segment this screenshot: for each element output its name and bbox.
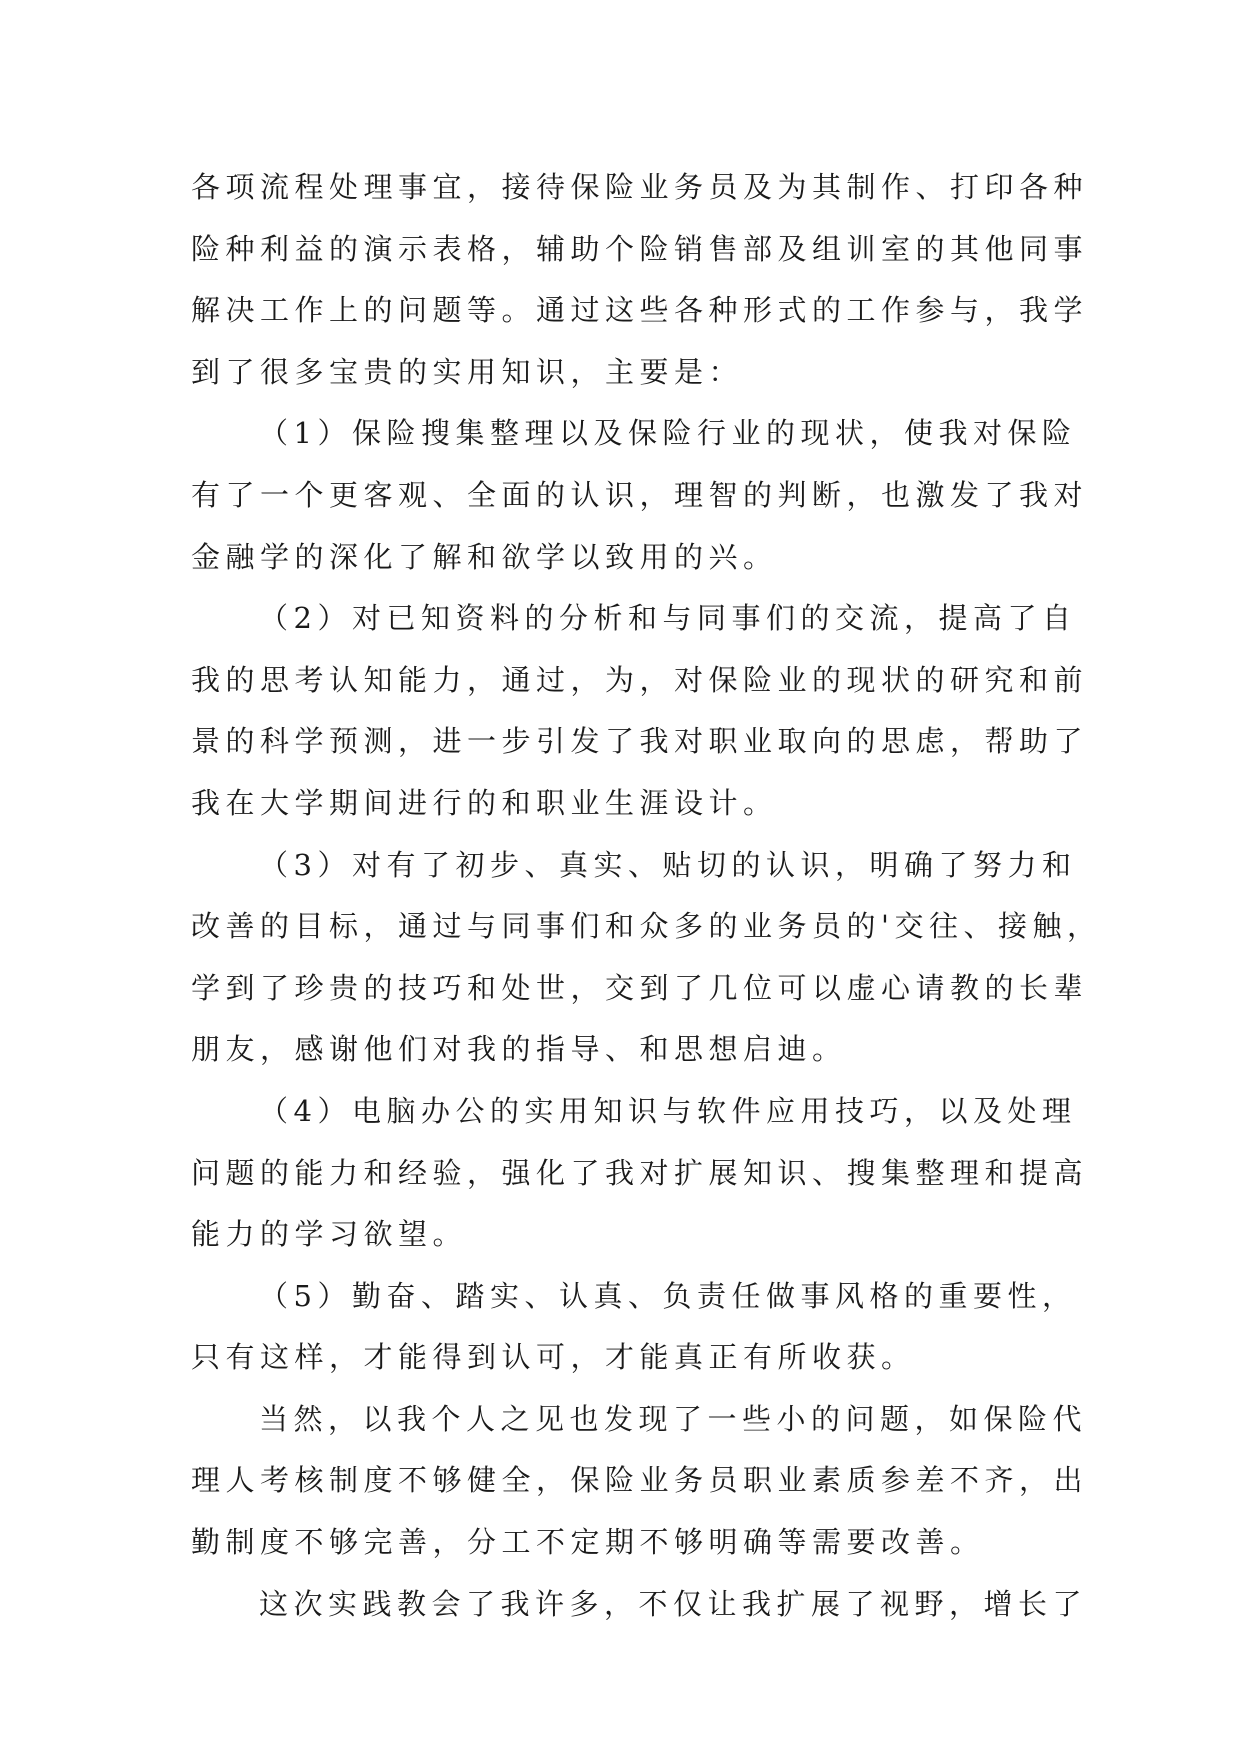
text-line: 险种利益的演示表格，辅助个险销售部及组训室的其他同事 xyxy=(191,231,1089,266)
paragraph-start-line: （1）保险搜集整理以及保险行业的现状，使我对保险 xyxy=(259,416,1077,451)
text-line: 朋友，感谢他们对我的指导、和思想启迪。 xyxy=(191,1032,847,1067)
paragraph-start-line: （5）勤奋、踏实、认真、负责任做事风格的重要性， xyxy=(259,1278,1077,1313)
paragraph-start-line: 当然，以我个人之见也发现了一些小的问题，如保险代 xyxy=(259,1401,1088,1436)
text-line: 解决工作上的问题等。通过这些各种形式的工作参与，我学 xyxy=(191,293,1089,328)
text-line: 改善的目标，通过与同事们和众多的业务员的'交往、接触， xyxy=(191,909,1102,944)
paragraph-start-line: （3）对有了初步、真实、贴切的认识，明确了努力和 xyxy=(259,847,1077,882)
text-line: 只有这样，才能得到认可，才能真正有所收获。 xyxy=(191,1340,916,1375)
text-line: 有了一个更客观、全面的认识，理智的判断，也激发了我对 xyxy=(191,477,1089,512)
text-line: 能力的学习欲望。 xyxy=(191,1217,468,1252)
text-line: 金融学的深化了解和欲学以致用的兴。 xyxy=(191,539,778,574)
paragraph-start-line: （2）对已知资料的分析和与同事们的交流，提高了自 xyxy=(259,601,1077,636)
paragraph-start-line: （4）电脑办公的实用知识与软件应用技巧，以及处理 xyxy=(259,1093,1077,1128)
text-line: 各项流程处理事宜，接待保险业务员及为其制作、打印各种 xyxy=(191,170,1089,204)
text-line: 理人考核制度不够健全，保险业务员职业素质参差不齐，出 xyxy=(191,1463,1089,1498)
text-line: 我在大学期间进行的和职业生涯设计。 xyxy=(191,785,778,820)
text-line: 学到了珍贵的技巧和处世，交到了几位可以虚心请教的长辈 xyxy=(191,970,1089,1005)
text-line: 我的思考认知能力，通过，为，对保险业的现状的研究和前 xyxy=(191,662,1089,697)
document-body xyxy=(191,157,1102,1635)
text-line: 勤制度不够完善，分工不定期不够明确等需要改善。 xyxy=(191,1525,985,1560)
text-line: 景的科学预测，进一步引发了我对职业取向的思虑，帮助了 xyxy=(191,724,1089,759)
text-line: 到了很多宝贵的实用知识，主要是： xyxy=(191,354,744,389)
paragraph-start-line: 这次实践教会了我许多，不仅让我扩展了视野，增长了 xyxy=(259,1586,1088,1621)
text-line: 问题的能力和经验，强化了我对扩展知识、搜集整理和提高 xyxy=(191,1155,1089,1190)
